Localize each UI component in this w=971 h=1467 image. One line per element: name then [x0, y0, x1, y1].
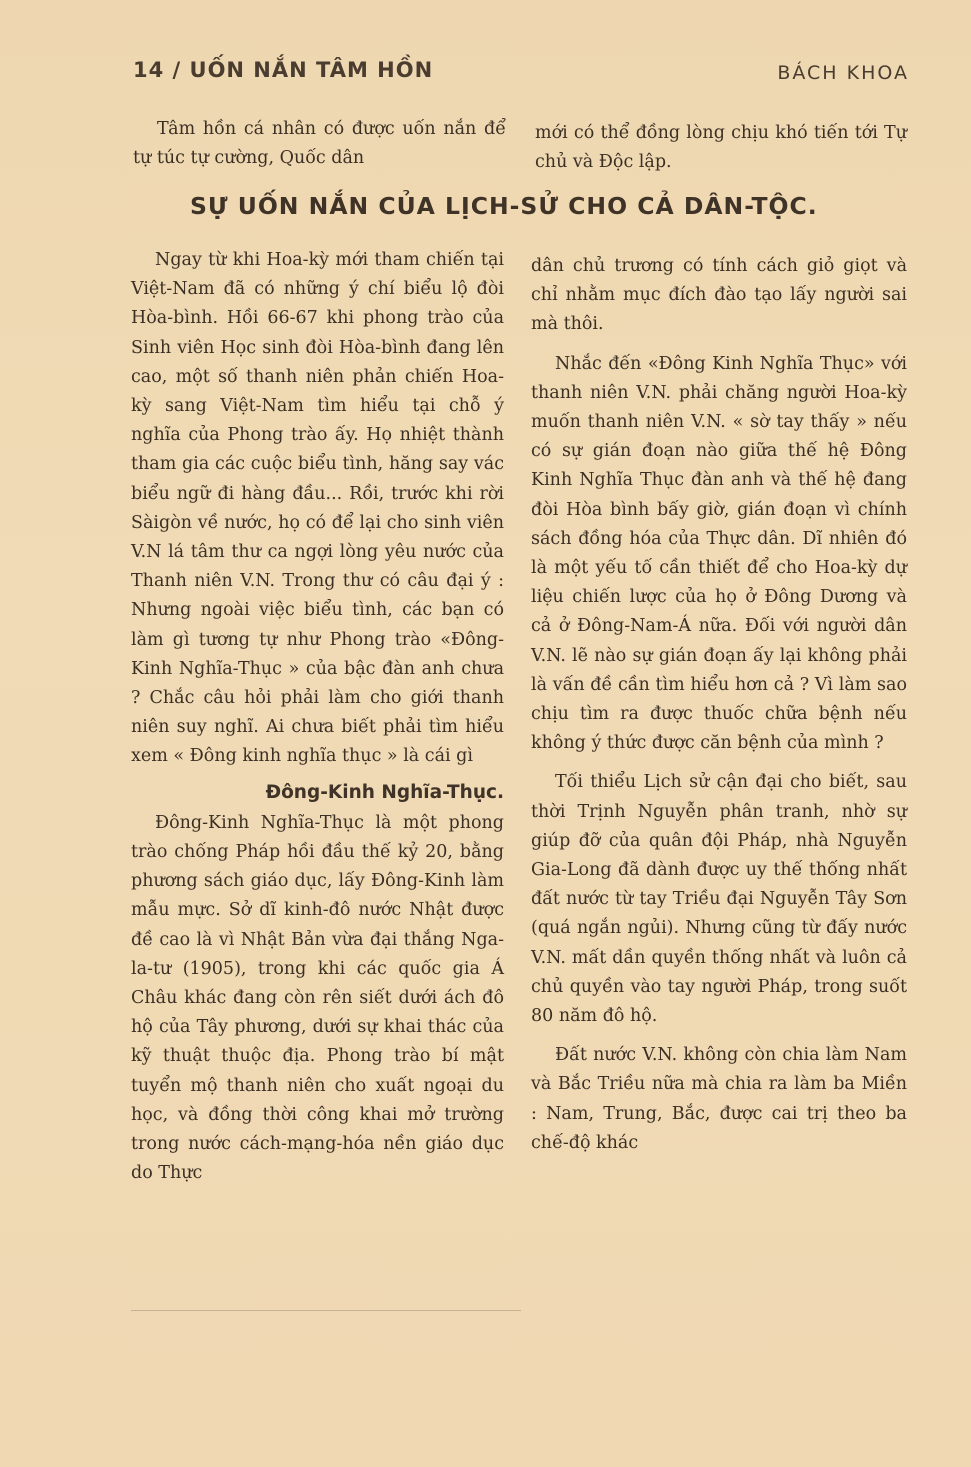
bottom-rule [131, 1310, 521, 1311]
right-paragraph-3: Tối thiểu Lịch sử cận đại cho biết, sau thời Trịnh Nguyễn phân tranh, nhờ sự giúp đỡ của quân đội Pháp, nhà Nguyễn Gia-Long đã dành được uy thế thống nhất đất nước từ tay Triều đại Nguyễn Tây Sơn (quá ngắn ngủi). Nhưng cũng từ đấy nước V.N. mất dần quyền thống nhất và luôn cả chủ quyền vào tay người Pháp, trong suốt 80 năm đô hộ. [531, 772, 907, 1027]
intro-text-left [133, 115, 506, 173]
left-paragraph-1: Ngay từ khi Hoa-kỳ mới tham chiến tại Việt-Nam đã có những ý chí biểu lộ đòi Hòa-bình. Hồi 66-67 khi phong trào của Sinh viên Học sinh đòi Hòa-bình đang lên cao, một số thanh niên phản chiến Hoa-kỳ sang Việt-Nam tìm hiểu tại chỗ ý nghĩa của Phong trào ấy. Họ nhiệt thành tham gia các cuộc biểu tình, hăng say vác biểu ngữ đi hàng đầu... Rồi, trước khi rời Sàigòn về nước, họ có để lại cho sinh viên V.N lá tâm thư ca ngợi lòng yêu nước của Thanh niên V.N. Trong thư có câu đại ý : Nhưng ngoài việc biểu tình, các bạn có làm gì tương tự như Phong trào «Đông-Kinh Nghĩa-Thục » của bậc đàn anh chưa ? Chắc câu hỏi phải làm cho giới thanh niên suy nghĩ. Ai chưa biết phải tìm hiểu xem « Đông kinh nghĩa thục » là cái gì [131, 250, 504, 767]
section-heading: SỰ UỐN NẮN CỦA LỊCH-SỬ CHO CẢ DÂN-TỘC. [190, 192, 818, 220]
right-paragraph-1: dân chủ trương có tính cách giỏ giọt và chỉ nhằm mục đích đào tạo lấy người sai mà thôi. [531, 256, 907, 335]
left-column [131, 246, 504, 1189]
running-head [133, 58, 909, 88]
right-column [531, 252, 907, 1158]
magazine-name: BÁCH KHOA [777, 62, 909, 84]
page-number-and-title: 14 / UỐN NẮN TÂM HỒN [133, 58, 434, 82]
intro-paragraph-left: Tâm hồn cá nhân có được uốn nắn để tự túc tự cường, Quốc dân [133, 119, 506, 169]
right-paragraph-2: Nhắc đến «Đông Kinh Nghĩa Thục» với thanh niên V.N. phải chăng người Hoa-kỳ muốn thanh niên V.N. « sờ tay thấy » nếu có sự gián đoạn nào giữa thế hệ Đông Kinh Nghĩa Thục đàn anh và thế hệ đang đòi Hòa bình bấy giờ, gián đoạn vì chính sách đồng hóa của Thực dân. Dĩ nhiên đó là một yếu tố cần thiết để cho Hoa-kỳ dự liệu chiến lược của họ ở Đông Dương và cả ở Đông-Nam-Á nữa. Đối với người dân V.N. lẽ nào sự gián đoạn ấy lại không phải là vấn đề cần tìm hiểu hơn cả ? Vì làm sao chịu tìm ra được thuốc chữa bệnh nếu không ý thức được căn bệnh của mình ? [531, 353, 907, 754]
left-paragraph-2: Đông-Kinh Nghĩa-Thục là một phong trào chống Pháp hồi đầu thế kỷ 20, bằng phương sách giáo dục, lấy Đông-Kinh làm mẫu mực. Sở dĩ kinh-đô nước Nhật được đề cao là vì Nhật Bản vừa đại thắng Nga-la-tư (1905), trong khi các quốc gia Á Châu khác đang còn rên siết dưới ách đô hộ của Tây phương, dưới sự khai thác của kỹ thuật thuộc địa. Phong trào bí mật tuyển mộ thanh niên cho xuất ngoại du học, và đồng thời công khai mở trường trong nước cách-mạng-hóa nền giáo dục do Thực [131, 812, 504, 1184]
intro-text-right [535, 119, 907, 177]
right-paragraph-4: Đất nước V.N. không còn chia làm Nam và Bắc Triều nữa mà chia ra làm ba Miền : Nam, Trung, Bắc, được cai trị theo ba chế-độ khác [531, 1045, 907, 1153]
intro-paragraph-right: mới có thể đồng lòng chịu khó tiến tới Tự chủ và Độc lập. [535, 123, 907, 173]
sub-heading: Đông-Kinh Nghĩa-Thục. [265, 781, 504, 803]
